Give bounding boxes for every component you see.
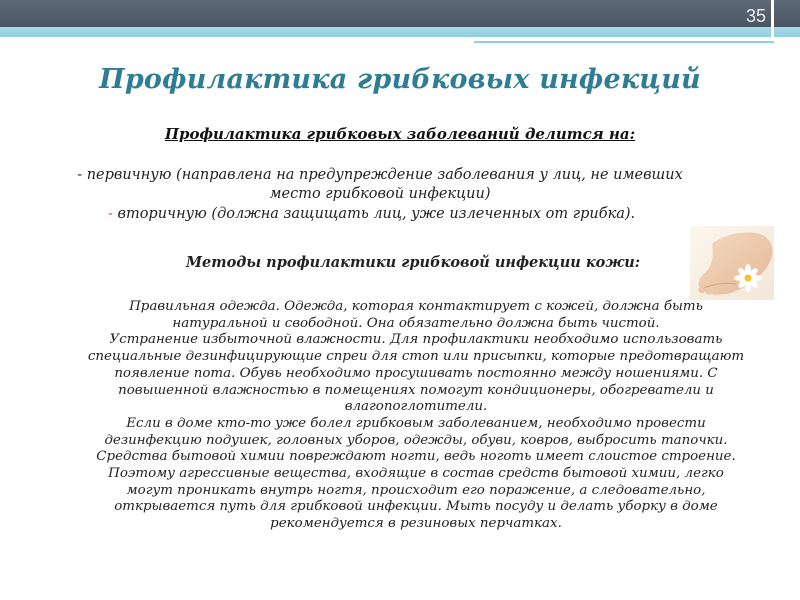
- body-line: дезинфекцию подушек, головных уборов, одежды, обуви, ковров, выбросить тапочки.: [104, 432, 728, 448]
- body-line: натуральной и свободной. Она обязательно должна быть чистой.: [172, 315, 660, 331]
- body-line: Поэтому агрессивные вещества, входящие в состав средств бытовой химии, легко: [108, 466, 724, 482]
- body-line: влагопоглотители.: [344, 399, 488, 415]
- header-bar-dark: [0, 0, 800, 27]
- body-line: Устранение избыточной влажности. Для профилактики необходимо использовать: [109, 332, 723, 348]
- prevention-types-list: [60, 166, 700, 224]
- header-divider-vertical: [771, 0, 774, 52]
- list-item-text: вторичную (должна защищать лиц, уже излеченных от грибка).: [117, 206, 636, 222]
- list-dash: -: [108, 206, 118, 222]
- body-line: рекомендуется в резиновых перчатках.: [270, 516, 562, 532]
- methods-heading: Методы профилактики грибковой инфекции кожи:: [186, 254, 641, 271]
- list-dash: -: [77, 167, 87, 183]
- body-line: специальные дезинфицирующие спреи для стоп или присыпки, которые предотвращают: [87, 349, 745, 365]
- body-line: Если в доме кто-то уже болел грибковым заболеванием, необходимо провести: [126, 415, 706, 431]
- slide-subtitle: Профилактика грибковых заболеваний делится на:: [164, 125, 636, 143]
- body-line: могут проникать внутрь ногтя, происходит его поражение, а следовательно,: [126, 482, 706, 498]
- list-item-text: первичную (направлена на предупреждение заболевания у лиц, не имевших: [86, 167, 683, 183]
- body-line: появление пота. Обувь необходимо просушивать постоянно между ношениями. С: [114, 365, 718, 381]
- prevention-methods-text: [66, 299, 766, 533]
- body-line: открывается путь для грибковой инфекции. Мыть посуду и делать уборку в доме: [114, 499, 718, 515]
- body-line: Средства бытовой химии повреждают ногти, ведь ноготь имеет слоистое строение.: [96, 449, 736, 465]
- slide-number: 35: [745, 6, 766, 26]
- slide-title: Профилактика грибковых инфекций: [99, 64, 701, 95]
- list-item-text-cont: место грибковой инфекции): [269, 186, 491, 202]
- list-item-primary: [60, 166, 700, 204]
- body-line: Правильная одежда. Одежда, которая контактирует с кожей, должна быть: [129, 299, 703, 314]
- header-accent-line: [474, 41, 774, 43]
- body-line: повышенной влажностью в помещениях помогут кондиционеры, обогреватели и: [118, 382, 714, 398]
- header-bar-light: [0, 27, 800, 37]
- list-item-secondary: [60, 205, 700, 224]
- foot-photo-image: [690, 226, 774, 300]
